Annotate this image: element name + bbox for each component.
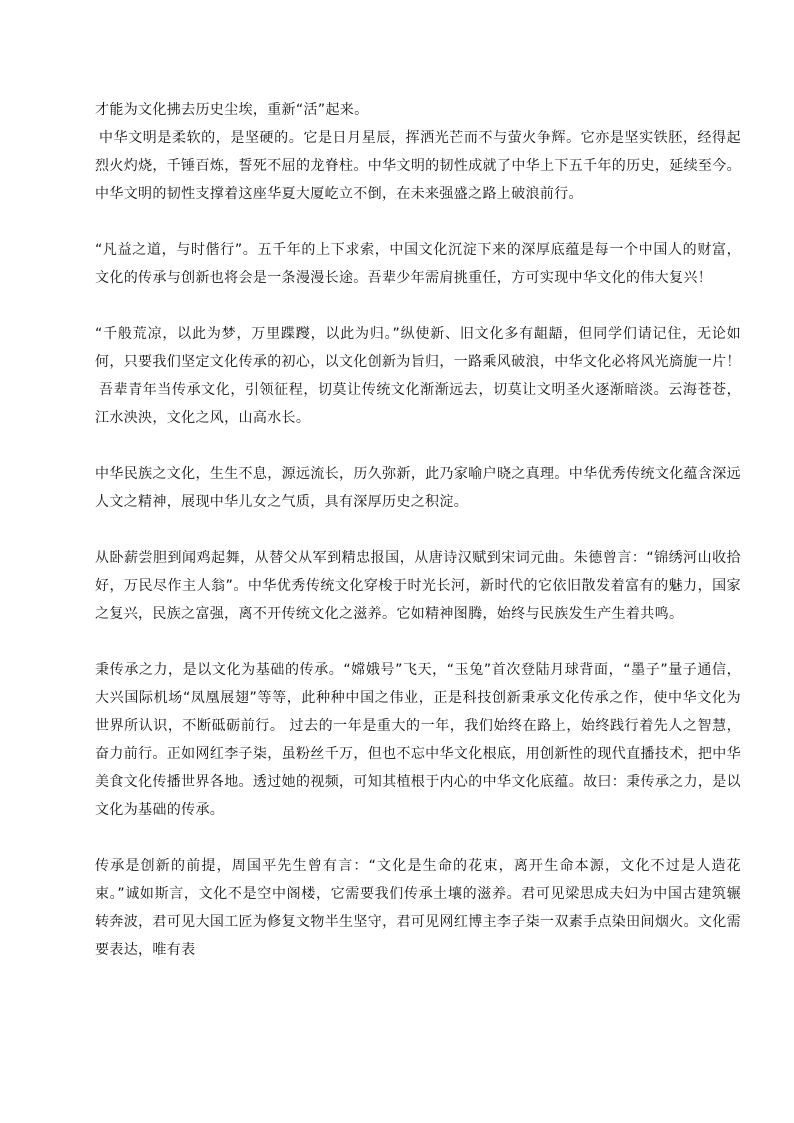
- paragraph-1: 才能为文化拂去历史尘埃，重新“活”起来。: [95, 102, 369, 118]
- paragraph-gap: [95, 208, 741, 236]
- paragraph-gap: [95, 824, 741, 852]
- paragraph-gap: [95, 292, 741, 320]
- paragraph-4: “千般荒凉，以此为梦，万里蹀躞，以此为归。”纵使新、旧文化多有龃龉，但同学们请记住，无论如何，只要我们坚定文化传承的初心，以文化创新为旨归，一路乘风破浪，中华文化必将风光旖旎一片！: [95, 326, 741, 370]
- paragraph-8: 秉传承之力，是以文化为基础的传承。“嫦娥号”飞天，“玉兔”首次登陆月球背面，“墨子”量子通信，大兴国际机场“凤凰展翅”等等，此种种中国之伟业，正是科技创新秉承文化传承之作，使中华文化为世界所认识，不断砥砺前行。 过去的一年是重大的一年，我们始终在路上，始终践行着先人之智慧，奋力前行。正如网红李子柒，虽粉丝千万，但也不忘中华文化根底，用创新性的现代直播技术，把中华美食文化传播世界各地。透过她的视频，可知其植根于内心的中华文化底蕴。故曰：秉传承之力，是以文化为基础的传承。: [95, 662, 741, 818]
- paragraph-3: “凡益之道，与时偕行”。五千年的上下求索，中国文化沉淀下来的深厚底蕴是每一个中国人的财富，文化的传承与创新也将会是一条漫漫长途。吾辈少年需肩挑重任，方可实现中华文化的伟大复兴！: [95, 242, 741, 286]
- paragraph-7: 从卧薪尝胆到闻鸡起舞，从替父从军到精忠报国，从唐诗汉赋到宋词元曲。朱德曾言：“锦绣河山收拾好，万民尽作主人翁”。中华优秀传统文化穿梭于时光长河，新时代的它依旧散发着富有的魅力，国家之复兴，民族之富强，离不开传统文化之滋养。它如精神图腾，始终与民族发生产生着共鸣。: [95, 550, 741, 622]
- paragraph-9: 传承是创新的前提，周国平先生曾有言：“文化是生命的花束，离开生命本源，文化不过是人造花束。”诚如斯言，文化不是空中阁楼，它需要我们传承土壤的滋养。君可见梁思成夫妇为中国古建筑辗转奔波，君可见大国工匠为修复文物半生坚守，君可见网红博主李子柒一双素手点染田间烟火。文化需要表达，唯有表: [95, 858, 741, 958]
- paragraph-gap: [95, 628, 741, 656]
- paragraph-2: 中华文明是柔软的，是坚硬的。它是日月星辰，挥洒光芒而不与萤火争辉。它亦是坚实铁胚，经得起烈火灼烧，千锤百炼，誓死不屈的龙脊柱。中华文明的韧性成就了中华上下五千年的历史，延续至今。中华文明的韧性支撑着这座华夏大厦屹立不倒，在未来强盛之路上破浪前行。: [95, 130, 741, 202]
- paragraph-gap: [95, 516, 741, 544]
- paragraph-6: 中华民族之文化，生生不息，源远流长，历久弥新，此乃家喻户晓之真理。中华优秀传统文化蕴含深远人文之精神，展现中华儿女之气质，具有深厚历史之积淀。: [95, 466, 741, 510]
- paragraph-5: 吾辈青年当传承文化，引领征程，切莫让传统文化渐渐远去，切莫让文明圣火逐渐暗淡。云海苍苍，江水泱泱，文化之风，山高水长。: [95, 382, 741, 426]
- paragraph-gap: [95, 432, 741, 460]
- document-body: [95, 96, 741, 964]
